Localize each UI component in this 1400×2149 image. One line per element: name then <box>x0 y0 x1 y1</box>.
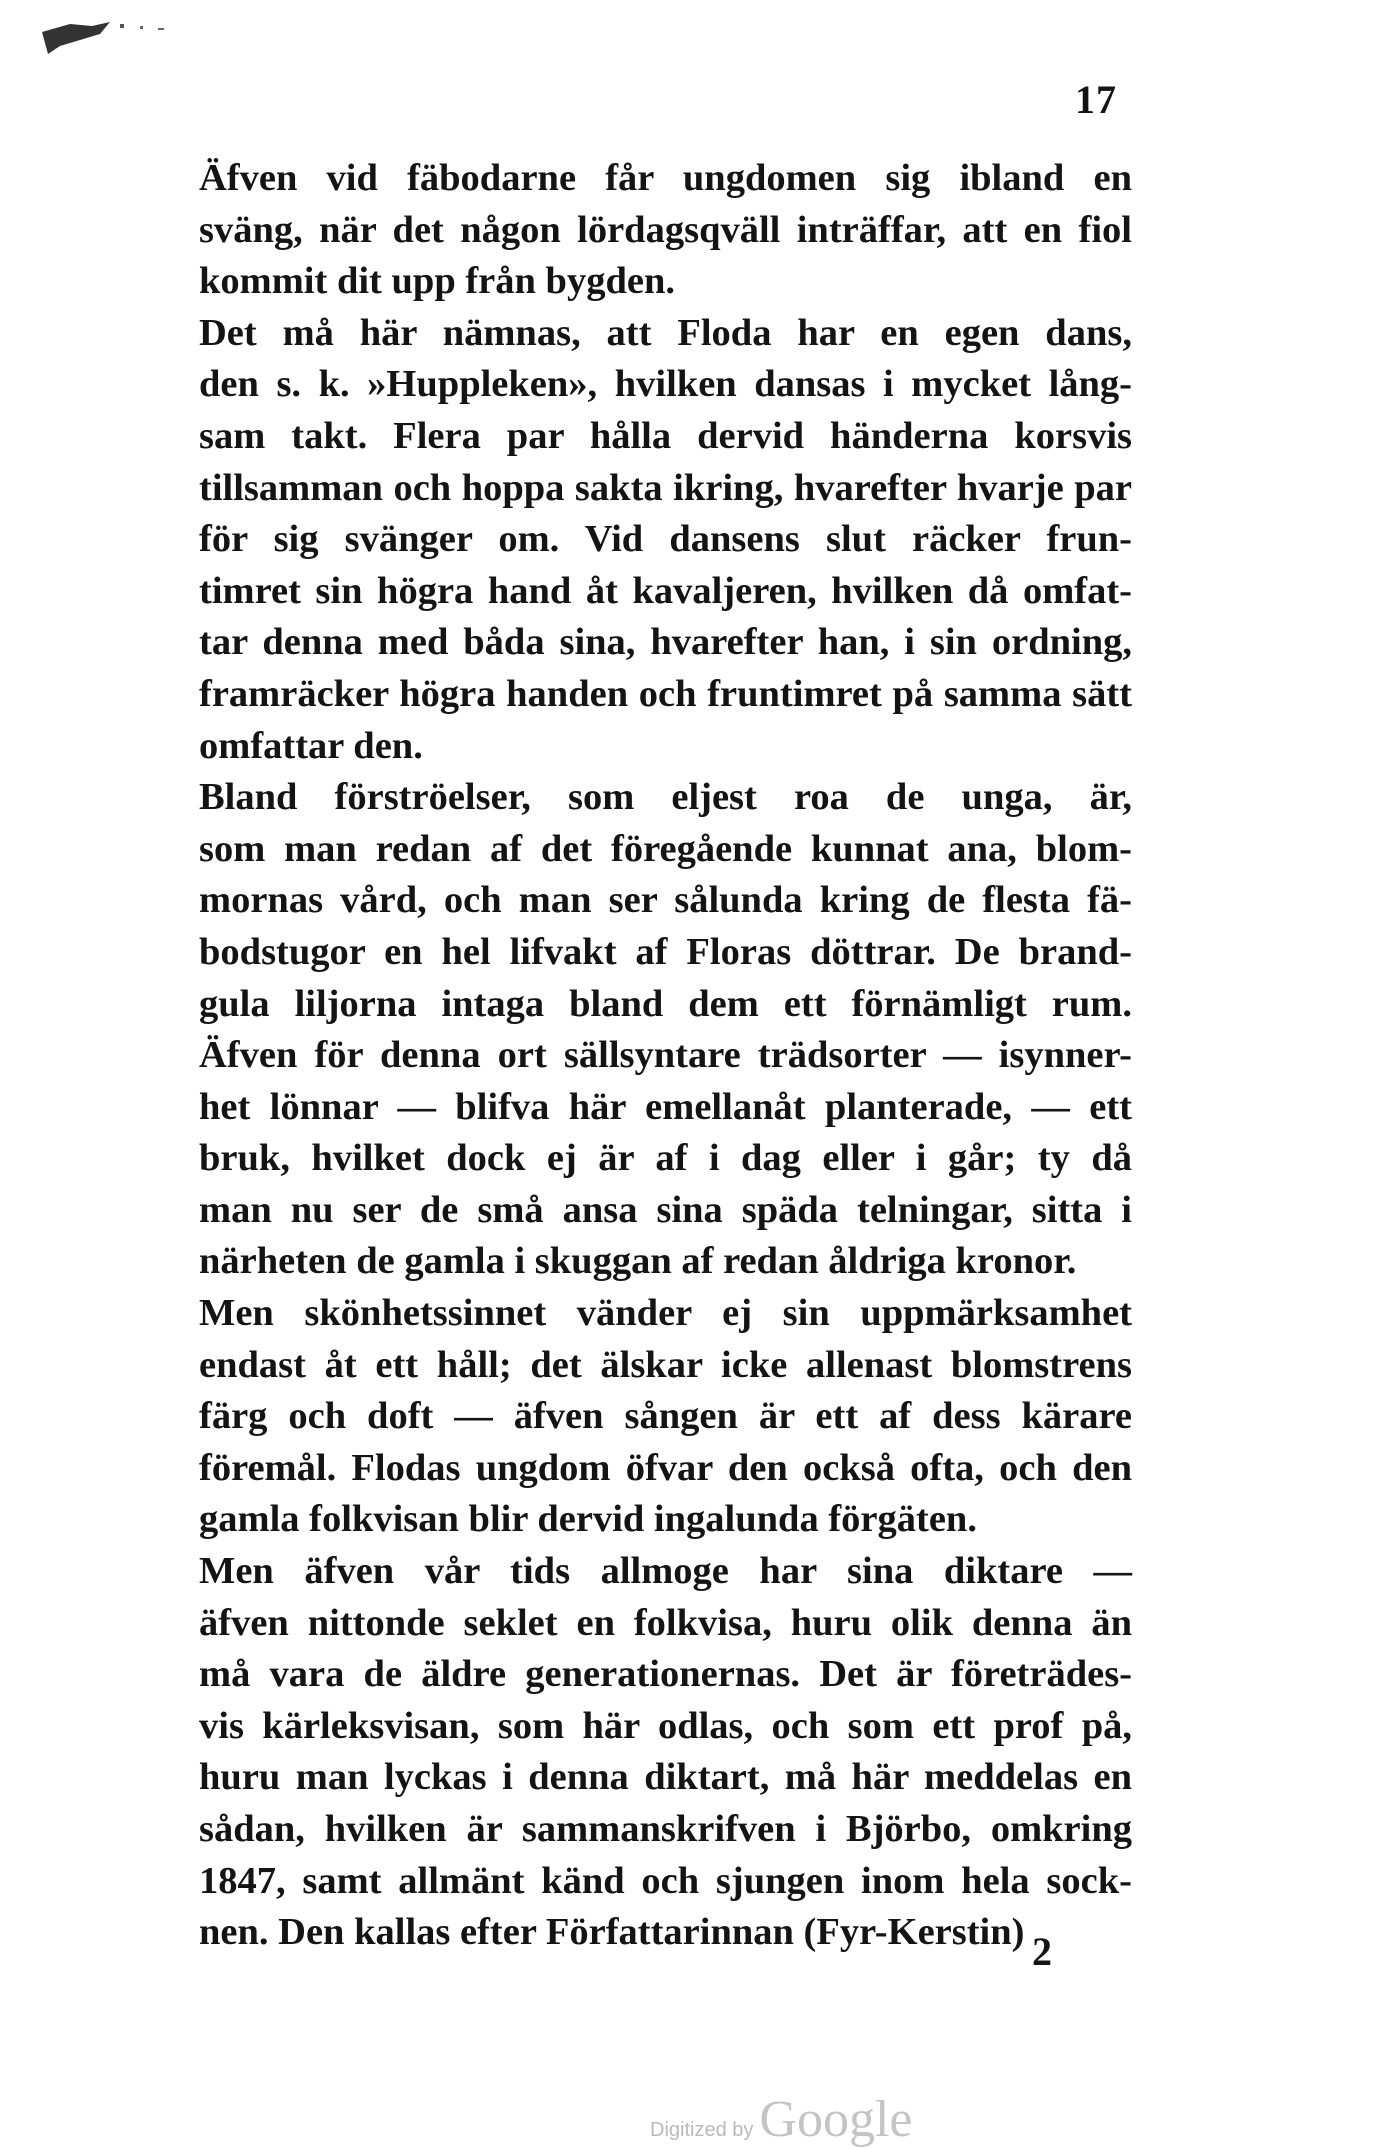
paragraph <box>92 308 1132 772</box>
text-line: het lönnar — blifva här emellanåt planterade, — ett <box>199 1085 1132 1128</box>
text-line: gula liljorna intaga bland dem ett förnämligt rum. <box>199 982 1132 1025</box>
text-line: färg och doft — äfven sången är ett af dess kärare <box>199 1395 1132 1438</box>
text-line: vis kärleksvisan, som här odlas, och som ett prof på, <box>199 1704 1132 1747</box>
text-line: endast åt ett håll; det älskar icke allenast blomstrens <box>199 1343 1132 1386</box>
text-line: sväng, när det någon lördagsqväll inträffar, att en fiol <box>199 208 1132 251</box>
text-line: nen. Den kallas efter Författarinnan (Fyr-Kerstin) <box>199 1911 1025 1954</box>
text-line: 1847, samt allmänt känd och sjungen inom hela sock- <box>199 1859 1132 1902</box>
text-line: närheten de gamla i skuggan af redan åldriga kronor. <box>199 1240 1077 1283</box>
text-line: omfattar den. <box>199 724 423 767</box>
digitization-watermark <box>650 2090 912 2149</box>
text-line: för sig svänger om. Vid dansens slut räcker frun- <box>199 518 1132 561</box>
text-line: man nu ser de små ansa sina späda telningar, sitta i <box>199 1188 1132 1231</box>
text-line: huru man lyckas i denna diktart, må här meddelas en <box>199 1756 1132 1799</box>
text-line: som man redan af det föregående kunnat ana, blom- <box>199 827 1132 870</box>
page-body-text <box>92 153 1132 1959</box>
paragraph <box>92 772 1132 1288</box>
scan-artifact-mark <box>40 14 170 60</box>
text-line: kommit dit upp från bygden. <box>199 260 676 303</box>
text-line: äfven nittonde seklet en folkvisa, huru olik denna än <box>199 1601 1132 1644</box>
text-line: mornas vård, och man ser sålunda kring de flesta fä- <box>199 879 1132 922</box>
paragraph <box>92 1546 1132 1959</box>
text-line: Bland förströelser, som eljest roa de unga, är, <box>199 776 1132 819</box>
text-line: Äfven vid fäbodarne får ungdomen sig ibland en <box>199 157 1132 199</box>
paragraph <box>92 153 1132 308</box>
google-logo-text: Google <box>759 2091 913 2148</box>
text-line: bodstugor en hel lifvakt af Floras döttrar. De brand- <box>199 930 1132 973</box>
page-number: 17 <box>1075 77 1117 122</box>
text-line: tillsamman och hoppa sakta ikring, hvarefter hvarje par <box>199 466 1132 509</box>
text-line: föremål. Flodas ungdom öfvar den också ofta, och den <box>199 1446 1132 1489</box>
text-line: Äfven för denna ort sällsyntare trädsorter — isynner- <box>199 1034 1132 1077</box>
paragraph <box>92 1288 1132 1546</box>
text-line: Det må här nämnas, att Floda har en egen dans, <box>199 311 1132 354</box>
text-line: må vara de äldre generationernas. Det är företrädes- <box>199 1653 1132 1696</box>
text-line: den s. k. »Huppleken», hvilken dansas i mycket lång- <box>199 363 1132 406</box>
text-line: gamla folkvisan blir dervid ingalunda förgäten. <box>199 1498 977 1541</box>
signature-mark: 2 <box>1032 1929 1052 1974</box>
text-line: sådan, hvilken är sammanskrifven i Björbo, omkring <box>199 1808 1132 1850</box>
watermark-prefix: Digitized by <box>650 2119 754 2141</box>
text-line: framräcker högra handen och fruntimret på samma sätt <box>199 672 1132 715</box>
text-line: sam takt. Flera par hålla dervid händerna korsvis <box>199 414 1132 457</box>
text-line: Men äfven vår tids allmoge har sina diktare — <box>199 1550 1132 1593</box>
text-line: Men skönhetssinnet vänder ej sin uppmärksamhet <box>199 1292 1132 1335</box>
text-line: bruk, hvilket dock ej är af i dag eller i går; ty då <box>199 1137 1132 1180</box>
text-line: tar denna med båda sina, hvarefter han, i sin ordning, <box>199 621 1132 664</box>
text-line: timret sin högra hand åt kavaljeren, hvilken då omfat- <box>199 569 1132 612</box>
